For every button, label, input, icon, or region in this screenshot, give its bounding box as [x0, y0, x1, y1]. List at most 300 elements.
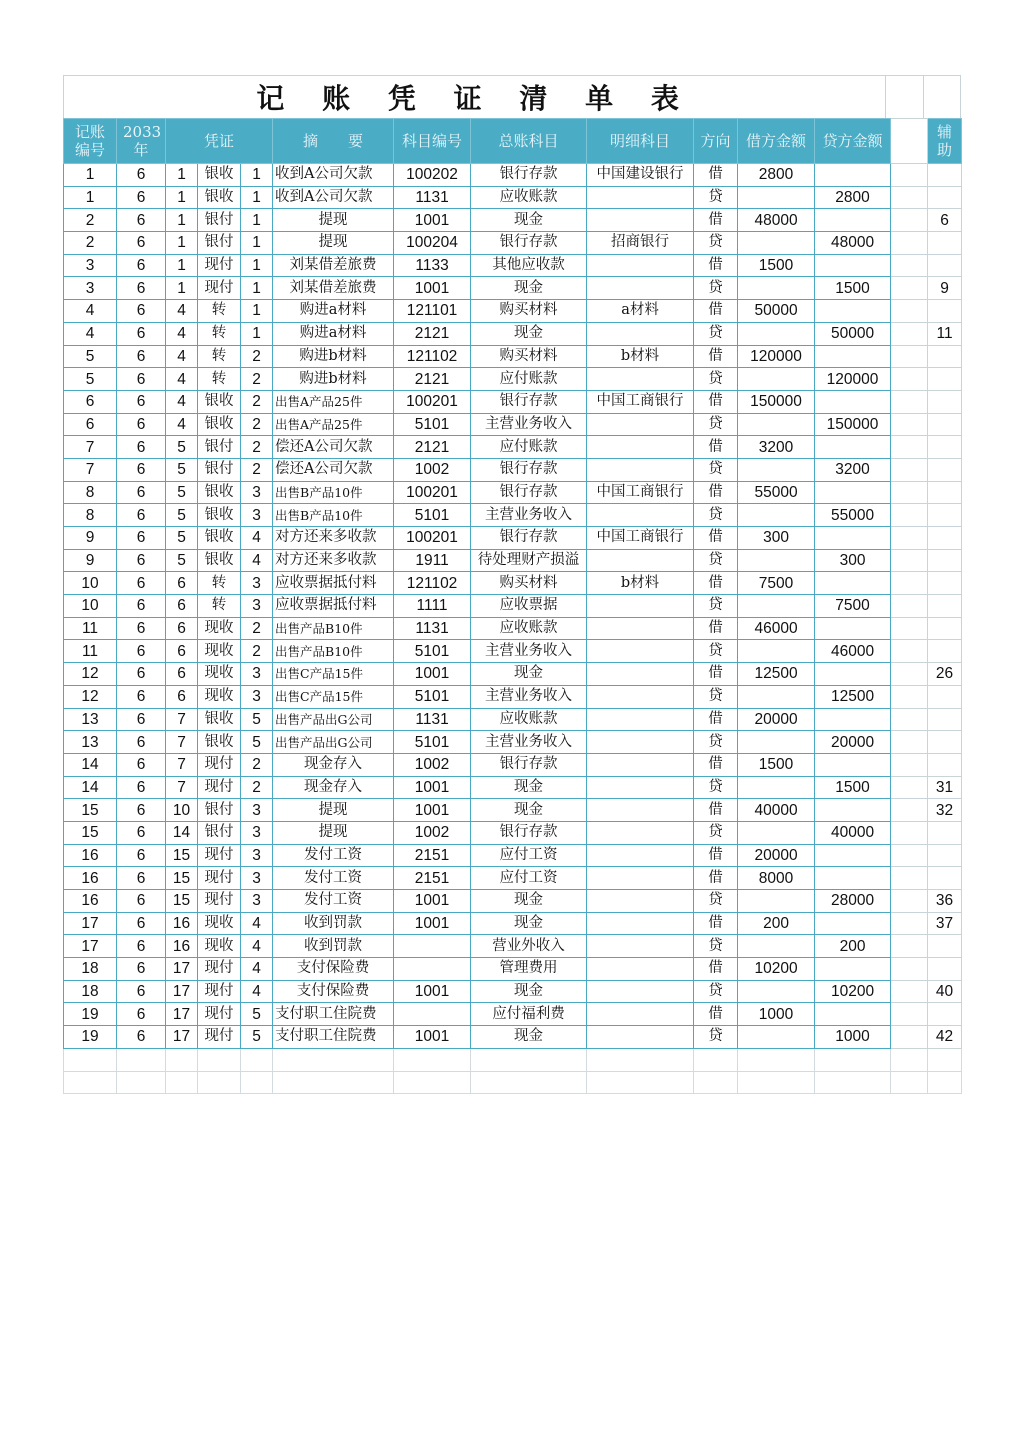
- credit-cell: 48000: [815, 232, 891, 255]
- debit-cell: [738, 413, 815, 436]
- detail-account-cell: [587, 549, 694, 572]
- general-account-cell: 现金: [471, 663, 587, 686]
- entry-no-cell: 10: [64, 572, 117, 595]
- account-code-cell: 5101: [394, 413, 471, 436]
- general-account-cell: 现金: [471, 209, 587, 232]
- debit-cell: 40000: [738, 799, 815, 822]
- month-cell: 6: [117, 935, 166, 958]
- day-cell: 5: [166, 504, 198, 527]
- general-account-cell: 银行存款: [471, 390, 587, 413]
- table-row: [64, 844, 962, 867]
- general-account-cell: 现金: [471, 912, 587, 935]
- direction-cell: 贷: [694, 458, 738, 481]
- debit-cell: [738, 640, 815, 663]
- direction-cell: 贷: [694, 1026, 738, 1049]
- day-cell: 4: [166, 345, 198, 368]
- day-cell: 5: [166, 527, 198, 550]
- debit-cell: [738, 685, 815, 708]
- day-cell: 1: [166, 232, 198, 255]
- direction-cell: 借: [694, 481, 738, 504]
- general-account-cell: 现金: [471, 277, 587, 300]
- gap-cell: [891, 209, 928, 232]
- voucher-type-cell: 银付: [198, 821, 241, 844]
- table-row: [64, 390, 962, 413]
- direction-cell: 借: [694, 617, 738, 640]
- aux-cell: 11: [928, 322, 962, 345]
- debit-cell: 200: [738, 912, 815, 935]
- month-cell: 6: [117, 753, 166, 776]
- day-cell: 5: [166, 458, 198, 481]
- table-row: [64, 708, 962, 731]
- month-cell: 6: [117, 527, 166, 550]
- debit-cell: 20000: [738, 708, 815, 731]
- voucher-type-cell: 现付: [198, 890, 241, 913]
- debit-cell: [738, 980, 815, 1003]
- entry-no-cell: 6: [64, 413, 117, 436]
- general-account-cell: 购买材料: [471, 572, 587, 595]
- debit-cell: 3200: [738, 436, 815, 459]
- summary-cell: 应收票据抵付料: [273, 595, 394, 618]
- general-account-cell: 应收账款: [471, 617, 587, 640]
- entry-no-cell: 11: [64, 617, 117, 640]
- debit-cell: [738, 368, 815, 391]
- aux-cell: [928, 549, 962, 572]
- month-cell: 6: [117, 322, 166, 345]
- table-row: [64, 640, 962, 663]
- voucher-no-cell: 2: [241, 345, 273, 368]
- day-cell: 7: [166, 708, 198, 731]
- aux-cell: 26: [928, 663, 962, 686]
- gap-cell: [891, 595, 928, 618]
- account-code-cell: 1002: [394, 458, 471, 481]
- month-cell: 6: [117, 685, 166, 708]
- direction-cell: 借: [694, 345, 738, 368]
- voucher-type-cell: 银付: [198, 458, 241, 481]
- gap-cell: [891, 527, 928, 550]
- entry-no-cell: 14: [64, 753, 117, 776]
- table-row: [64, 1026, 962, 1049]
- direction-cell: 贷: [694, 890, 738, 913]
- gap-cell: [891, 776, 928, 799]
- table-row: [64, 413, 962, 436]
- account-code-cell: 1001: [394, 912, 471, 935]
- general-account-cell: 银行存款: [471, 821, 587, 844]
- summary-cell: 出售产品B10件: [273, 640, 394, 663]
- credit-cell: [815, 663, 891, 686]
- account-code-cell: 1002: [394, 821, 471, 844]
- voucher-no-cell: 2: [241, 458, 273, 481]
- summary-cell: 刘某借差旅费: [273, 277, 394, 300]
- voucher-type-cell: 现收: [198, 912, 241, 935]
- debit-cell: [738, 821, 815, 844]
- credit-cell: [815, 209, 891, 232]
- gap-cell: [891, 481, 928, 504]
- general-account-cell: 主营业务收入: [471, 731, 587, 754]
- general-account-cell: 银行存款: [471, 458, 587, 481]
- title-row: [63, 75, 961, 118]
- aux-cell: 31: [928, 776, 962, 799]
- credit-cell: [815, 390, 891, 413]
- voucher-type-cell: 银收: [198, 481, 241, 504]
- direction-cell: 借: [694, 436, 738, 459]
- day-cell: 6: [166, 640, 198, 663]
- aux-cell: [928, 708, 962, 731]
- summary-cell: 支付职工住院费: [273, 1026, 394, 1049]
- month-cell: 6: [117, 912, 166, 935]
- debit-cell: 1500: [738, 753, 815, 776]
- aux-cell: 9: [928, 277, 962, 300]
- month-cell: 6: [117, 277, 166, 300]
- summary-cell: 购进a材料: [273, 300, 394, 323]
- month-cell: 6: [117, 776, 166, 799]
- gap-cell: [891, 731, 928, 754]
- credit-cell: 3200: [815, 458, 891, 481]
- account-code-cell: 2121: [394, 322, 471, 345]
- voucher-type-cell: 银收: [198, 708, 241, 731]
- credit-cell: 40000: [815, 821, 891, 844]
- summary-cell: 提现: [273, 821, 394, 844]
- account-code-cell: 1001: [394, 663, 471, 686]
- credit-cell: [815, 300, 891, 323]
- account-code-cell: 1001: [394, 890, 471, 913]
- month-cell: 6: [117, 481, 166, 504]
- aux-cell: [928, 731, 962, 754]
- gap-cell: [891, 436, 928, 459]
- aux-cell: [928, 935, 962, 958]
- credit-cell: [815, 164, 891, 187]
- account-code-cell: 121101: [394, 300, 471, 323]
- voucher-no-cell: 4: [241, 958, 273, 981]
- credit-cell: [815, 345, 891, 368]
- day-cell: 6: [166, 595, 198, 618]
- aux-cell: [928, 572, 962, 595]
- credit-cell: 2800: [815, 186, 891, 209]
- day-cell: 1: [166, 277, 198, 300]
- detail-account-cell: b材料: [587, 572, 694, 595]
- voucher-table: [63, 118, 962, 1094]
- month-cell: 6: [117, 821, 166, 844]
- aux-cell: 6: [928, 209, 962, 232]
- gap-cell: [891, 685, 928, 708]
- month-cell: 6: [117, 572, 166, 595]
- gap-cell: [891, 617, 928, 640]
- debit-cell: [738, 890, 815, 913]
- day-cell: 16: [166, 912, 198, 935]
- summary-cell: 购进b材料: [273, 368, 394, 391]
- summary-cell: 刘某借差旅费: [273, 254, 394, 277]
- day-cell: 1: [166, 164, 198, 187]
- voucher-type-cell: 银收: [198, 186, 241, 209]
- credit-cell: [815, 436, 891, 459]
- general-account-cell: 应付工资: [471, 844, 587, 867]
- entry-no-cell: 15: [64, 799, 117, 822]
- voucher-no-cell: 3: [241, 504, 273, 527]
- account-code-cell: [394, 1003, 471, 1026]
- gap-cell: [891, 821, 928, 844]
- voucher-sheet: [63, 75, 961, 1094]
- gap-cell: [891, 504, 928, 527]
- table-row: [64, 254, 962, 277]
- direction-cell: 借: [694, 844, 738, 867]
- day-cell: 14: [166, 821, 198, 844]
- debit-cell: 300: [738, 527, 815, 550]
- month-cell: 6: [117, 390, 166, 413]
- table-row: [64, 322, 962, 345]
- month-cell: 6: [117, 504, 166, 527]
- debit-cell: [738, 277, 815, 300]
- voucher-no-cell: 2: [241, 390, 273, 413]
- day-cell: 7: [166, 731, 198, 754]
- entry-no-cell: 8: [64, 481, 117, 504]
- month-cell: 6: [117, 890, 166, 913]
- debit-cell: 12500: [738, 663, 815, 686]
- voucher-no-cell: 1: [241, 232, 273, 255]
- day-cell: 15: [166, 890, 198, 913]
- summary-cell: 购进b材料: [273, 345, 394, 368]
- voucher-no-cell: 1: [241, 209, 273, 232]
- account-code-cell: 5101: [394, 685, 471, 708]
- aux-cell: [928, 844, 962, 867]
- voucher-no-cell: 3: [241, 663, 273, 686]
- direction-cell: 贷: [694, 413, 738, 436]
- aux-cell: [928, 254, 962, 277]
- voucher-type-cell: 银收: [198, 390, 241, 413]
- direction-cell: 贷: [694, 821, 738, 844]
- entry-no-cell: 6: [64, 390, 117, 413]
- voucher-type-cell: 现付: [198, 867, 241, 890]
- table-row: [64, 527, 962, 550]
- voucher-no-cell: 4: [241, 527, 273, 550]
- voucher-type-cell: 银收: [198, 731, 241, 754]
- direction-cell: 贷: [694, 277, 738, 300]
- voucher-no-cell: 3: [241, 799, 273, 822]
- entry-no-cell: 5: [64, 368, 117, 391]
- general-account-cell: 银行存款: [471, 164, 587, 187]
- entry-no-cell: 1: [64, 164, 117, 187]
- day-cell: 5: [166, 481, 198, 504]
- table-row: [64, 753, 962, 776]
- summary-cell: 出售产品B10件: [273, 617, 394, 640]
- direction-cell: 贷: [694, 980, 738, 1003]
- direction-cell: 借: [694, 254, 738, 277]
- voucher-no-cell: 5: [241, 708, 273, 731]
- voucher-no-cell: 2: [241, 776, 273, 799]
- entry-no-cell: 9: [64, 549, 117, 572]
- detail-account-cell: [587, 436, 694, 459]
- general-account-cell: 营业外收入: [471, 935, 587, 958]
- entry-no-cell: 9: [64, 527, 117, 550]
- voucher-type-cell: 银收: [198, 413, 241, 436]
- summary-cell: 支付职工住院费: [273, 1003, 394, 1026]
- credit-cell: [815, 572, 891, 595]
- account-code-cell: 1001: [394, 980, 471, 1003]
- direction-cell: 贷: [694, 232, 738, 255]
- account-code-cell: 1133: [394, 254, 471, 277]
- month-cell: 6: [117, 345, 166, 368]
- month-cell: 6: [117, 799, 166, 822]
- detail-account-cell: [587, 821, 694, 844]
- voucher-no-cell: 3: [241, 481, 273, 504]
- voucher-type-cell: 现付: [198, 776, 241, 799]
- debit-cell: [738, 549, 815, 572]
- voucher-no-cell: 2: [241, 413, 273, 436]
- voucher-no-cell: 1: [241, 322, 273, 345]
- detail-account-cell: [587, 844, 694, 867]
- entry-no-cell: 16: [64, 867, 117, 890]
- gap-cell: [891, 368, 928, 391]
- summary-cell: 收到A公司欠款: [273, 186, 394, 209]
- summary-cell: 发付工资: [273, 844, 394, 867]
- credit-cell: 200: [815, 935, 891, 958]
- day-cell: 5: [166, 436, 198, 459]
- voucher-type-cell: 银付: [198, 232, 241, 255]
- debit-cell: [738, 595, 815, 618]
- credit-cell: [815, 867, 891, 890]
- general-account-cell: 现金: [471, 980, 587, 1003]
- entry-no-cell: 16: [64, 890, 117, 913]
- general-account-cell: 主营业务收入: [471, 640, 587, 663]
- voucher-no-cell: 4: [241, 549, 273, 572]
- voucher-type-cell: 现付: [198, 254, 241, 277]
- detail-account-cell: [587, 799, 694, 822]
- voucher-no-cell: 4: [241, 912, 273, 935]
- header-debit: 借方金额: [738, 119, 815, 164]
- summary-cell: 支付保险费: [273, 958, 394, 981]
- account-code-cell: 1001: [394, 799, 471, 822]
- voucher-type-cell: 转: [198, 572, 241, 595]
- summary-cell: 发付工资: [273, 867, 394, 890]
- general-account-cell: 应付账款: [471, 368, 587, 391]
- detail-account-cell: [587, 504, 694, 527]
- day-cell: 16: [166, 935, 198, 958]
- account-code-cell: 1131: [394, 617, 471, 640]
- general-account-cell: 现金: [471, 799, 587, 822]
- entry-no-cell: 11: [64, 640, 117, 663]
- entry-no-cell: 7: [64, 436, 117, 459]
- table-row: [64, 912, 962, 935]
- general-account-cell: 购买材料: [471, 345, 587, 368]
- table-row: [64, 980, 962, 1003]
- credit-cell: [815, 912, 891, 935]
- voucher-type-cell: 银收: [198, 549, 241, 572]
- aux-cell: [928, 232, 962, 255]
- table-row: [64, 186, 962, 209]
- entry-no-cell: 14: [64, 776, 117, 799]
- voucher-no-cell: 1: [241, 277, 273, 300]
- general-account-cell: 应收账款: [471, 186, 587, 209]
- table-row: [64, 1003, 962, 1026]
- detail-account-cell: [587, 685, 694, 708]
- entry-no-cell: 2: [64, 209, 117, 232]
- entry-no-cell: 17: [64, 935, 117, 958]
- general-account-cell: 现金: [471, 776, 587, 799]
- month-cell: 6: [117, 232, 166, 255]
- voucher-type-cell: 银付: [198, 436, 241, 459]
- gap-cell: [891, 935, 928, 958]
- aux-cell: [928, 617, 962, 640]
- debit-cell: 1000: [738, 1003, 815, 1026]
- entry-no-cell: 12: [64, 685, 117, 708]
- entry-no-cell: 10: [64, 595, 117, 618]
- detail-account-cell: [587, 209, 694, 232]
- direction-cell: 借: [694, 663, 738, 686]
- credit-cell: [815, 254, 891, 277]
- direction-cell: 贷: [694, 776, 738, 799]
- debit-cell: [738, 935, 815, 958]
- general-account-cell: 应付福利费: [471, 1003, 587, 1026]
- table-row: [64, 277, 962, 300]
- entry-no-cell: 16: [64, 844, 117, 867]
- direction-cell: 贷: [694, 322, 738, 345]
- entry-no-cell: 3: [64, 254, 117, 277]
- direction-cell: 借: [694, 300, 738, 323]
- general-account-cell: 现金: [471, 890, 587, 913]
- voucher-no-cell: 1: [241, 254, 273, 277]
- detail-account-cell: a材料: [587, 300, 694, 323]
- general-account-cell: 主营业务收入: [471, 504, 587, 527]
- entry-no-cell: 12: [64, 663, 117, 686]
- direction-cell: 借: [694, 799, 738, 822]
- account-code-cell: 1001: [394, 776, 471, 799]
- account-code-cell: [394, 935, 471, 958]
- aux-cell: [928, 186, 962, 209]
- day-cell: 17: [166, 1003, 198, 1026]
- account-code-cell: 5101: [394, 640, 471, 663]
- summary-cell: 提现: [273, 799, 394, 822]
- debit-cell: 10200: [738, 958, 815, 981]
- summary-cell: 购进a材料: [273, 322, 394, 345]
- general-account-cell: 购买材料: [471, 300, 587, 323]
- entry-no-cell: 18: [64, 958, 117, 981]
- gap-cell: [891, 232, 928, 255]
- voucher-type-cell: 现收: [198, 663, 241, 686]
- voucher-type-cell: 银付: [198, 209, 241, 232]
- general-account-cell: 其他应收款: [471, 254, 587, 277]
- summary-cell: 出售A产品25件: [273, 390, 394, 413]
- account-code-cell: 100202: [394, 164, 471, 187]
- account-code-cell: 1131: [394, 186, 471, 209]
- aux-cell: 40: [928, 980, 962, 1003]
- detail-account-cell: [587, 708, 694, 731]
- direction-cell: 贷: [694, 504, 738, 527]
- direction-cell: 借: [694, 867, 738, 890]
- month-cell: 6: [117, 209, 166, 232]
- voucher-no-cell: 2: [241, 640, 273, 663]
- account-code-cell: 100204: [394, 232, 471, 255]
- detail-account-cell: 招商银行: [587, 232, 694, 255]
- month-cell: 6: [117, 254, 166, 277]
- gap-cell: [891, 663, 928, 686]
- gap-cell: [891, 300, 928, 323]
- voucher-no-cell: 5: [241, 731, 273, 754]
- voucher-no-cell: 3: [241, 867, 273, 890]
- credit-cell: [815, 617, 891, 640]
- day-cell: 6: [166, 663, 198, 686]
- voucher-no-cell: 3: [241, 890, 273, 913]
- voucher-no-cell: 1: [241, 186, 273, 209]
- general-account-cell: 现金: [471, 1026, 587, 1049]
- header-entry-no: 记账编号: [64, 119, 117, 164]
- gap-cell: [891, 164, 928, 187]
- voucher-no-cell: 3: [241, 685, 273, 708]
- account-code-cell: 2121: [394, 436, 471, 459]
- day-cell: 17: [166, 1026, 198, 1049]
- debit-cell: 48000: [738, 209, 815, 232]
- credit-cell: 28000: [815, 890, 891, 913]
- voucher-type-cell: 转: [198, 300, 241, 323]
- voucher-type-cell: 银收: [198, 504, 241, 527]
- summary-cell: 发付工资: [273, 890, 394, 913]
